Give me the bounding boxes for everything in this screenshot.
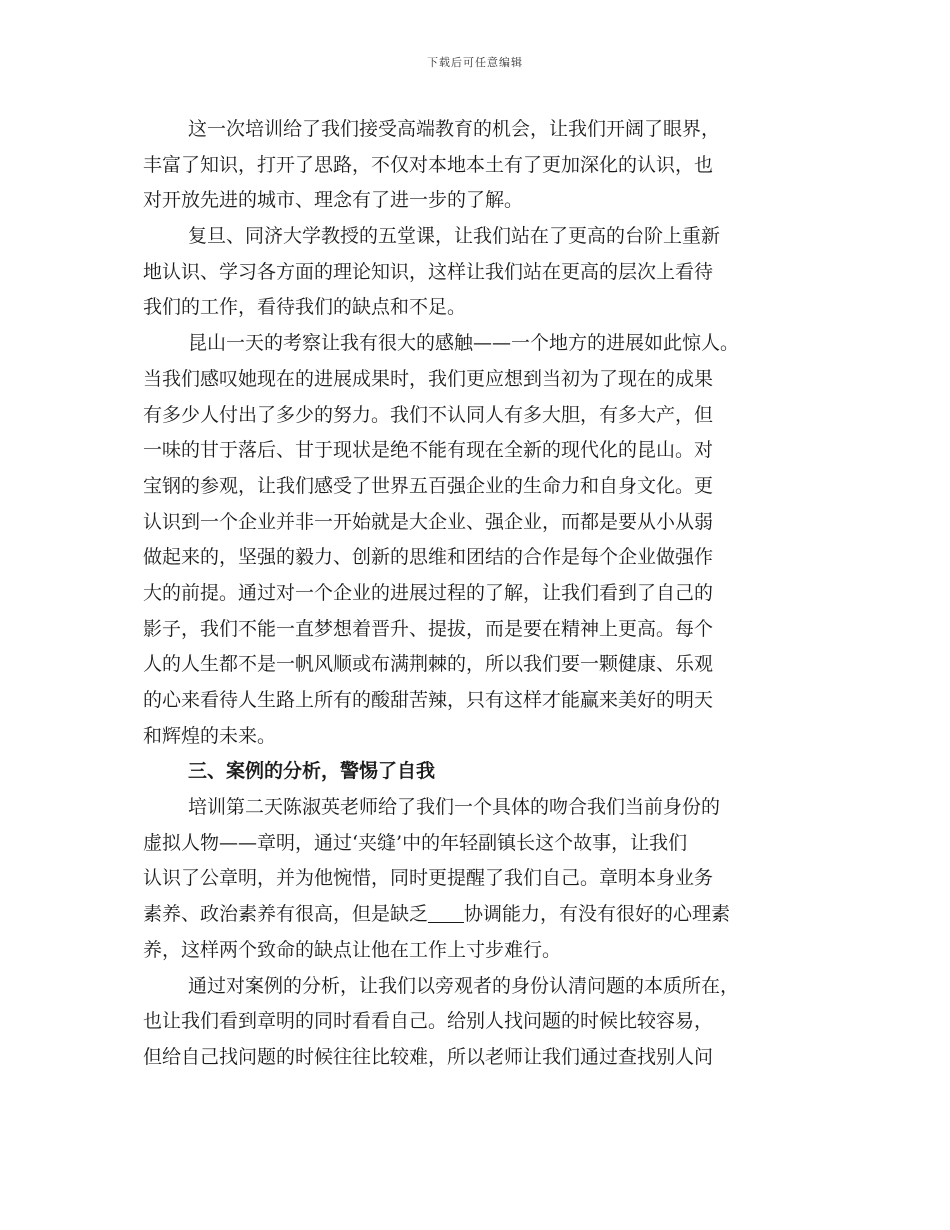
- text-line: 当我们感叹她现在的进展成果时，我们更应想到当初为了现在的成果: [143, 367, 714, 390]
- text-line: 对开放先进的城市、理念有了进一步的了解。: [143, 189, 524, 212]
- text-line: 虚拟人物——章明，通过‘夹缝’中的年轻副镇长这个故事，让我们: [143, 831, 688, 854]
- text-line: 做起来的，坚强的毅力、创新的思维和团结的合作是每个企业做强作: [143, 546, 714, 569]
- text-line: 我们的工作，看待我们的缺点和不足。: [143, 296, 467, 319]
- text-line: 通过对案例的分析，让我们以旁观者的身份认清问题的本质所在，: [188, 974, 740, 997]
- text-line: 但给自己找问题的时候往往比较难，所以老师让我们通过查找别人问: [143, 1045, 714, 1068]
- text-line: 昆山一天的考察让我有很大的感触——一个地方的进展如此惊人。: [188, 332, 740, 355]
- text-line-with-blank: [143, 897, 811, 933]
- text-line: 培训第二天陈淑英老师给了我们一个具体的吻合我们当前身份的: [188, 796, 721, 819]
- text-line: 人的人生都不是一帆风顺或布满荆棘的，所以我们要一颗健康、乐观: [143, 653, 714, 676]
- text-line: 宝钢的参观，让我们感受了世界五百强企业的生命力和自身文化。更: [143, 474, 714, 497]
- text-line: 大的前提。通过对一个企业的进展过程的了解，让我们看到了自己的: [143, 581, 714, 604]
- text-line: 影子，我们不能一直梦想着晋升、提拔，而是要在精神上更高。每个: [143, 617, 714, 640]
- text-line: 有多少人付出了多少的努力。我们不认同人有多大胆，有多大产，但: [143, 403, 714, 426]
- text-line: 认识了公章明，并为他惋惜，同时更提醒了我们自己。章明本身业务: [143, 867, 714, 890]
- section-heading: 三、案例的分析，警惕了自我: [188, 760, 436, 783]
- text-line: 和辉煌的未来。: [143, 724, 277, 747]
- text-line: 一味的甘于落后、甘于现状是绝不能有现在全新的现代化的昆山。对: [143, 439, 714, 462]
- text-line: 复旦、同济大学教授的五堂课，让我们站在了更高的台阶上重新: [188, 225, 721, 248]
- text-line: 地认识、学习各方面的理论知识，这样让我们站在更高的层次上看待: [143, 260, 714, 283]
- page-header: 下载后可任意编辑: [427, 56, 523, 69]
- text-line: 认识到一个企业并非一开始就是大企业、强企业，而都是要从小从弱: [143, 510, 714, 533]
- text-line: 的心来看待人生路上所有的酸甜苦辣，只有这样才能赢来美好的明天: [143, 689, 714, 711]
- fill-in-blank: [428, 904, 464, 923]
- text-segment: 素养、政治素养有很高，但是缺乏: [143, 903, 429, 926]
- text-segment: 协调能力，有没有很好的心理素: [464, 903, 731, 926]
- text-line: 养，这样两个致命的缺点让他在工作上寸步难行。: [143, 938, 562, 961]
- text-line: 丰富了知识，打开了思路，不仅对本地本土有了更加深化的认识，也: [143, 153, 714, 176]
- document-body: [143, 112, 811, 1076]
- text-line: 这一次培训给了我们接受高端教育的机会，让我们开阔了眼界，: [188, 118, 721, 140]
- text-line: 也让我们看到章明的同时看看自己。给别人找问题的时候比较容易，: [143, 1010, 714, 1033]
